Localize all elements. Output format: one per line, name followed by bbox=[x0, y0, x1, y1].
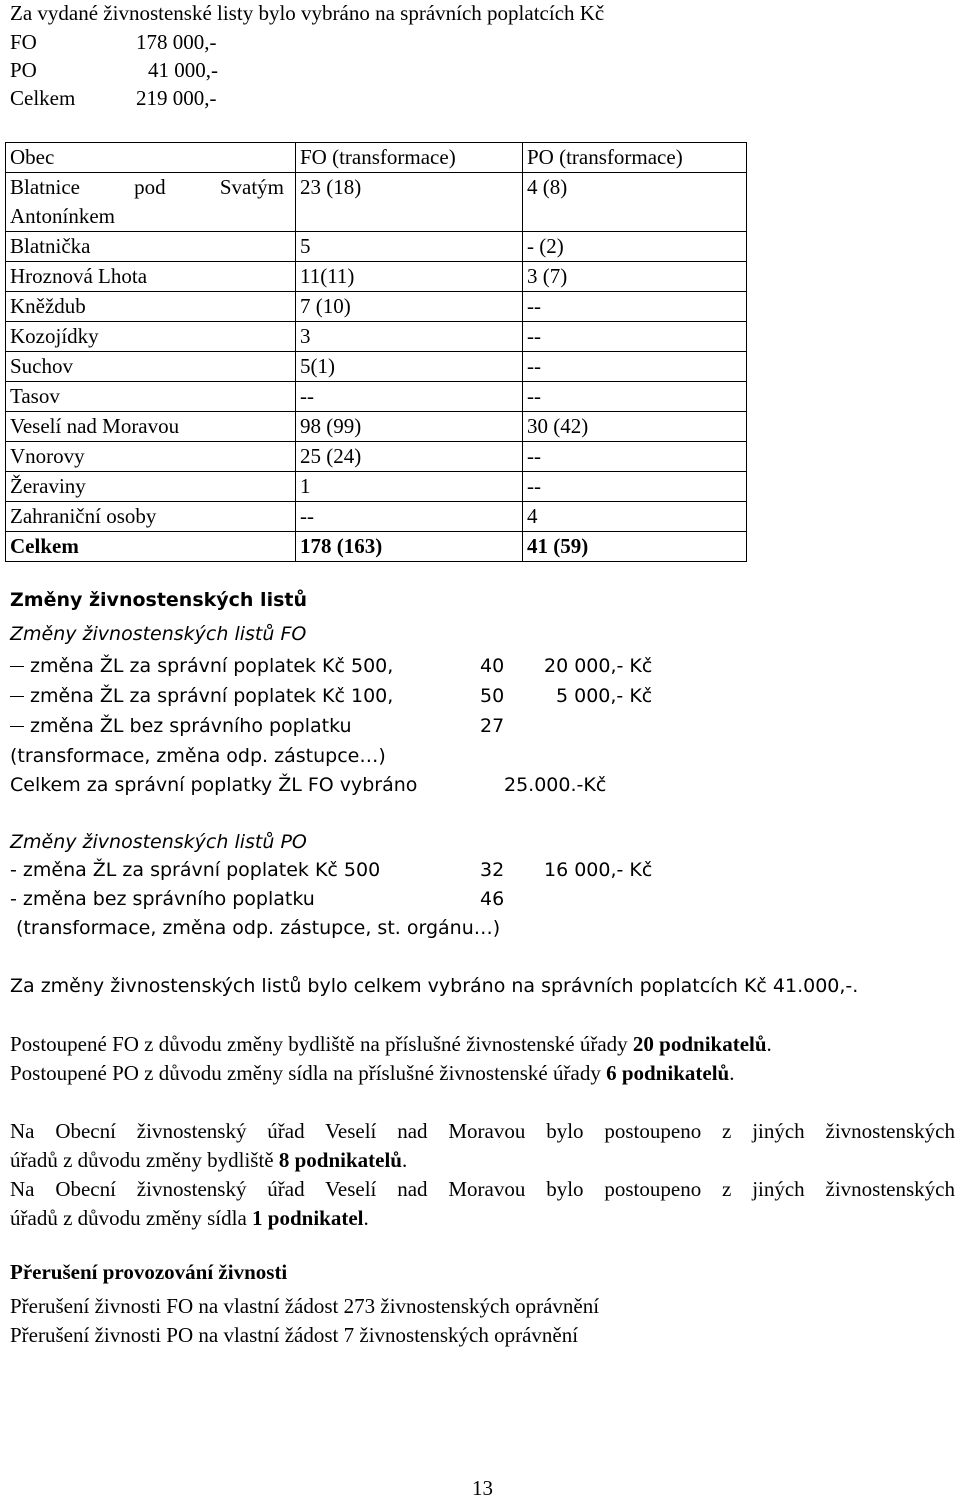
page-number: 13 bbox=[472, 1476, 493, 1500]
received-line-2: úřadů z důvodu změny bydliště 8 podnikatelů. bbox=[10, 1148, 408, 1172]
table-row bbox=[6, 232, 747, 262]
table-cell: -- bbox=[523, 352, 747, 382]
fo-item-2-text: změna ŽL za správní poplatek Kč 100, bbox=[30, 685, 394, 707]
changes-fo-heading: Změny živnostenských listů FO bbox=[10, 623, 307, 645]
fo-total-label: Celkem za správní poplatky ŽL FO vybráno bbox=[10, 774, 418, 796]
intro-po-value: 41 000,- bbox=[148, 58, 218, 82]
table-cell: Blatnička bbox=[6, 232, 296, 262]
po-item-1-count: 32 bbox=[480, 859, 505, 881]
intro-line: Za vydané živnostenské listy bylo vybráno na správních poplatcích Kč bbox=[10, 1, 605, 25]
po-item-1-amount: 16 000,- Kč bbox=[544, 859, 653, 881]
table-cell: 25 (24) bbox=[296, 442, 523, 472]
table-cell: Celkem bbox=[6, 532, 296, 562]
forwarded-fo-bold: 20 podnikatelů bbox=[632, 1032, 767, 1056]
header-obec: Obec bbox=[6, 143, 296, 173]
fo-note: (transformace, změna odp. zástupce…) bbox=[10, 745, 386, 767]
changes-heading: Změny živnostenských listů bbox=[10, 589, 308, 611]
table-cell: Zahraniční osoby bbox=[6, 502, 296, 532]
po-item-2-text: - změna bez správního poplatku bbox=[10, 888, 315, 910]
fo-item-3-text: změna ŽL bez správního poplatku bbox=[30, 715, 352, 737]
fo-item-2-count: 50 bbox=[480, 685, 505, 707]
table-cell: Kozojídky bbox=[6, 322, 296, 352]
intro-po-label: PO bbox=[10, 58, 37, 82]
table-cell: -- bbox=[523, 322, 747, 352]
table-cell: 3 bbox=[296, 322, 523, 352]
fo-total-value: 25.000.-Kč bbox=[504, 774, 607, 796]
received-line-2-text: úřadů z důvodu změny bydliště bbox=[10, 1148, 274, 1172]
received-line-3: Na Obecní živnostenský úřad Veselí nad Moravou bylo postoupeno z jiných živnostenských bbox=[10, 1177, 955, 1201]
changes-po-heading: Změny živnostenských listů PO bbox=[10, 831, 307, 853]
table-row bbox=[6, 502, 747, 532]
table-row bbox=[6, 262, 747, 292]
table-cell: Suchov bbox=[6, 352, 296, 382]
table-cell: Kněždub bbox=[6, 292, 296, 322]
intro-total-label: Celkem bbox=[10, 86, 76, 110]
header-fo: FO (transformace) bbox=[296, 143, 523, 173]
forwarded-fo-text: Postoupené FO z důvodu změny bydliště na příslušné živnostenské úřady bbox=[10, 1032, 628, 1056]
table-cell: Vnorovy bbox=[6, 442, 296, 472]
po-item-1-text: - změna ŽL za správní poplatek Kč 500 bbox=[10, 859, 381, 881]
table-cell: 178 (163) bbox=[296, 532, 523, 562]
table-cell: 7 (10) bbox=[296, 292, 523, 322]
table-cell: 23 (18) bbox=[296, 173, 523, 232]
intro-fo-value: 178 000,- bbox=[136, 30, 217, 54]
table-cell: 11(11) bbox=[296, 262, 523, 292]
forwarded-po: Postoupené PO z důvodu změny sídla na příslušné živnostenské úřady 6 podnikatelů. bbox=[10, 1061, 735, 1085]
dash-bullet bbox=[10, 666, 24, 667]
table-cell: 3 (7) bbox=[523, 262, 747, 292]
table-header-row bbox=[6, 143, 747, 173]
forwarded-po-bold: 6 podnikatelů bbox=[606, 1061, 730, 1085]
received-line-1: Na Obecní živnostenský úřad Veselí nad Moravou bylo postoupeno z jiných živnostenských bbox=[10, 1119, 955, 1143]
table-total-row bbox=[6, 532, 747, 562]
table-row bbox=[6, 382, 747, 412]
received-line-2-bold: 8 podnikatelů bbox=[278, 1148, 402, 1172]
table-row bbox=[6, 412, 747, 442]
table-cell: 4 bbox=[523, 502, 747, 532]
table-row bbox=[6, 442, 747, 472]
table-cell: 1 bbox=[296, 472, 523, 502]
intro-total-value: 219 000,- bbox=[136, 86, 217, 110]
table-cell: Hroznová Lhota bbox=[6, 262, 296, 292]
table-cell: 4 (8) bbox=[523, 173, 747, 232]
table-row bbox=[6, 173, 747, 232]
table-cell: 41 (59) bbox=[523, 532, 747, 562]
table-cell: 30 (42) bbox=[523, 412, 747, 442]
table-cell: - (2) bbox=[523, 232, 747, 262]
received-line-4-bold: 1 podnikatel bbox=[252, 1206, 364, 1230]
fo-item-2-amount: 5 000,- Kč bbox=[556, 685, 653, 707]
header-po: PO (transformace) bbox=[523, 143, 747, 173]
table-cell: 5 bbox=[296, 232, 523, 262]
table-cell: -- bbox=[523, 442, 747, 472]
table-cell: -- bbox=[296, 502, 523, 532]
fo-item-3-count: 27 bbox=[480, 715, 505, 737]
table-cell: -- bbox=[523, 292, 747, 322]
municipality-table bbox=[5, 142, 747, 562]
po-note: (transformace, změna odp. zástupce, st. orgánu…) bbox=[16, 917, 501, 939]
table-cell: Žeraviny bbox=[6, 472, 296, 502]
fo-item-3 bbox=[10, 712, 352, 741]
received-line-4-text: úřadů z důvodu změny sídla bbox=[10, 1206, 247, 1230]
table-cell: Veselí nad Moravou bbox=[6, 412, 296, 442]
fo-item-1-text: změna ŽL za správní poplatek Kč 500, bbox=[30, 655, 394, 677]
forwarded-po-text: Postoupené PO z důvodu změny sídla na příslušné živnostenské úřady bbox=[10, 1061, 601, 1085]
table-cell: -- bbox=[523, 382, 747, 412]
table-cell: -- bbox=[523, 472, 747, 502]
table-cell: 5(1) bbox=[296, 352, 523, 382]
fo-item-2 bbox=[10, 682, 393, 711]
interruption-po: Přerušení živnosti PO na vlastní žádost 7 živnostenských oprávnění bbox=[10, 1323, 579, 1347]
table-row bbox=[6, 472, 747, 502]
fo-item-1-amount: 20 000,- Kč bbox=[544, 655, 653, 677]
fo-item-1 bbox=[10, 652, 393, 681]
dash-bullet bbox=[10, 726, 24, 727]
summary-line: Za změny živnostenských listů bylo celkem vybráno na správních poplatcích Kč 41.000,-. bbox=[10, 975, 859, 997]
table-cell: -- bbox=[296, 382, 523, 412]
received-line-4: úřadů z důvodu změny sídla 1 podnikatel. bbox=[10, 1206, 369, 1230]
interruption-fo: Přerušení živnosti FO na vlastní žádost 273 živnostenských oprávnění bbox=[10, 1294, 600, 1318]
forwarded-fo: Postoupené FO z důvodu změny bydliště na příslušné živnostenské úřady 20 podnikatelů. bbox=[10, 1032, 772, 1056]
table-cell: Tasov bbox=[6, 382, 296, 412]
po-item-2-count: 46 bbox=[480, 888, 505, 910]
table-row bbox=[6, 322, 747, 352]
dash-bullet bbox=[10, 696, 24, 697]
table-cell: 98 (99) bbox=[296, 412, 523, 442]
intro-fo-label: FO bbox=[10, 30, 37, 54]
table-row bbox=[6, 352, 747, 382]
table-row bbox=[6, 292, 747, 322]
fo-item-1-count: 40 bbox=[480, 655, 505, 677]
table-cell: Blatnice pod Svatým Antonínkem bbox=[10, 175, 284, 228]
interruption-heading: Přerušení provozování živnosti bbox=[10, 1260, 288, 1284]
